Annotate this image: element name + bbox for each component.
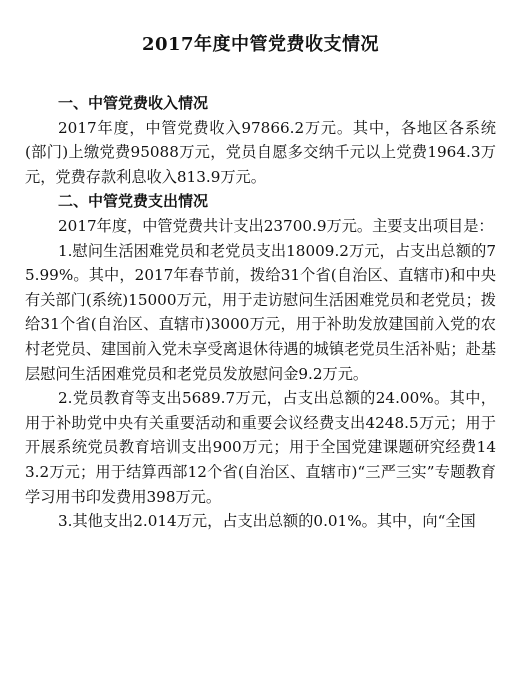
income-paragraph: 2017年度，中管党费收入97866.2万元。其中，各地区各系统(部门)上缴党费95088万元，党员自愿多交纳千元以上党费1964.3万元，党费存款利息收入813.9万元。 xyxy=(25,118,496,186)
expenditure-intro-paragraph: 2017年度，中管党费共计支出23700.9万元。主要支出项目是： xyxy=(58,216,494,235)
document-title: 2017年度中管党费收支情况 xyxy=(141,34,380,55)
section-heading-expenditure: 二、中管党费支出情况 xyxy=(58,192,209,211)
section-heading-income: 一、中管党费收入情况 xyxy=(58,94,209,112)
document-body xyxy=(25,91,496,534)
expenditure-item-1-paragraph: 1.慰问生活困难党员和老党员支出18009.2万元，占支出总额的75.99%。其中，2017年春节前，拨给31个省(自治区、直辖市)和中央有关部门(系统)15000万元，用于走访慰问生活困难党员和老党员；拨给31个省(自治区、直辖市)3000万元，用于补助发放建国前入党的农村老党员、建国前入党未享受离退休待遇的城镇老党员生活补贴；赴基层慰问生活困难党员和老党员发放慰问金9.2万元。 xyxy=(25,241,496,383)
expenditure-item-3-paragraph: 3.其他支出2.014万元，占支出总额的0.01%。其中，向“全国 xyxy=(58,512,476,531)
expenditure-item-2-paragraph: 2.党员教育等支出5689.7万元，占支出总额的24.00%。其中，用于补助党中央有关重要活动和重要会议经费支出4248.5万元；用于开展系统党员教育培训支出900万元；用于全国党建课题研究经费143.2万元；用于结算西部12个省(自治区、直辖市)“三严三实”专题教育学习用书印发费用398万元。 xyxy=(25,389,496,506)
